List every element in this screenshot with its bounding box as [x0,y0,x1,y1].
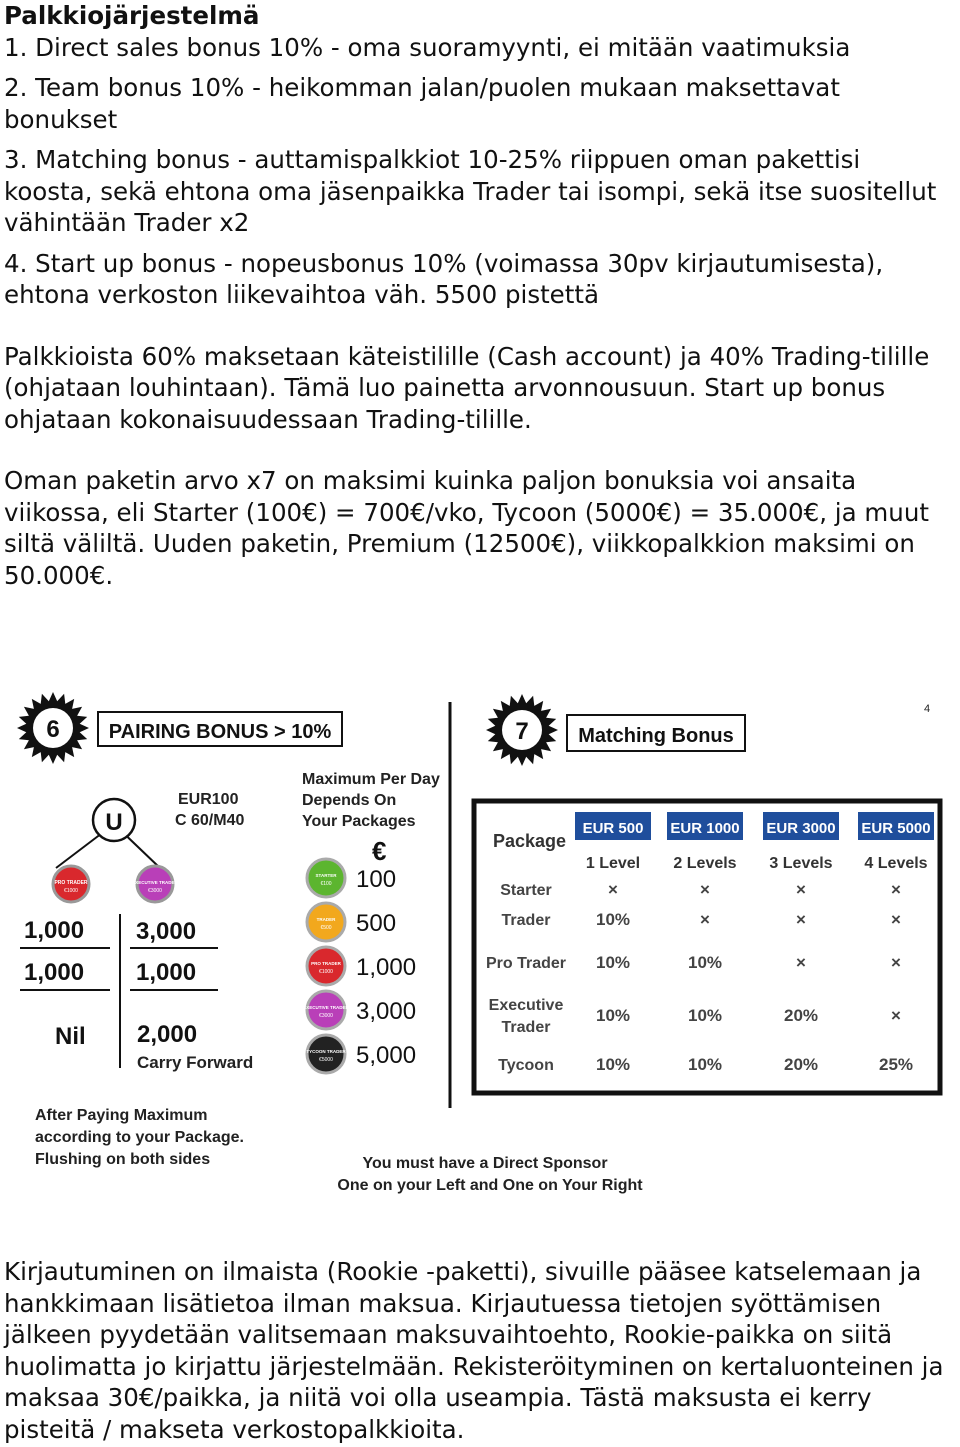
matching-cell: 10% [595,910,631,929]
max-heading-2: Depends On [302,792,397,809]
package-coin-sub: €1000 [319,969,333,975]
max-heading-3: Your Packages [302,813,416,830]
matching-footnote-1: You must have a Direct Sponsor [362,1155,608,1172]
matching-cell: 10% [687,1006,723,1025]
package-coin-label: TYCOON TRADER [306,1049,346,1054]
matching-cell: 10% [687,1055,723,1074]
package-max-value: 3,000 [356,998,417,1025]
matching-cell: × [891,880,901,899]
matching-cell: × [796,880,806,899]
pairing-badge-6 [17,692,89,764]
eur-header-label: EUR 500 [582,820,644,837]
levels-label: 4 Levels [864,855,928,872]
left-value-1: 1,000 [24,917,85,944]
matching-cell: × [700,880,710,899]
matching-package-header: Package [493,831,567,851]
matching-cell: × [796,910,806,929]
matching-footnote-2: One on your Left and One on Your Right [337,1177,643,1194]
right-value-2: 1,000 [136,959,197,986]
list-item-matching-bonus: 3. Matching bonus - auttamispalkkiot 10-25% riippuen oman pakettisi koosta, sekä ehtona oma jäsenpaikka Trader tai isompi, sekä itse suositellut vähintään Trader x2 [4,145,937,237]
matching-row-name: Pro Trader [485,955,567,972]
matching-row-name: Trader [501,912,551,929]
package-coin-icon [307,903,345,941]
user-node-label: U [105,809,123,836]
pairing-footnote-2: according to your Package. [35,1129,244,1146]
left-badge-label: PRO TRADER [54,880,88,886]
matching-title: Matching Bonus [578,725,734,747]
matching-cell: × [891,1006,901,1025]
euro-symbol: € [372,836,387,866]
matching-badge-number: 7 [515,718,529,745]
list-item-team-bonus: 2. Team bonus 10% - heikomman jalan/puolen mukaan maksettavat bonukset [4,73,840,134]
right-result: 2,000 [137,1021,198,1048]
matching-badge-7 [486,694,558,766]
carry-forward-label: Carry Forward [137,1053,254,1072]
package-coin-sub: €3000 [319,1013,333,1019]
document-body [4,0,956,591]
right-badge-sub: €3000 [148,888,162,894]
package-coin-label: PRO TRADER [311,961,341,966]
levels-label: 2 Levels [673,855,737,872]
matching-row-name: Tycoon [498,1057,554,1074]
left-value-2: 1,000 [24,959,85,986]
levels-label: 1 Level [585,855,641,872]
package-row [303,991,416,1029]
pairing-info-ratio: C 60/M40 [175,812,245,829]
list-item-start-up-bonus: 4. Start up bonus - nopeusbonus 10% (voimassa 30pv kirjautumisesta), ehtona verkoston liikevaihtoa väh. 5500 pistettä [4,248,884,309]
package-max-value: 5,000 [356,1042,417,1069]
matching-cell: 10% [595,1006,631,1025]
right-badge-label: EXECUTIVE TRADER [132,880,178,885]
document-title: Palkkiojärjestelmä [4,1,260,30]
matching-row-name: Starter [500,882,552,899]
package-row [306,1035,416,1073]
package-coin-sub: €100 [320,881,332,887]
matching-row-name: Executive [488,997,564,1014]
package-row [307,903,396,941]
package-coin-icon [307,859,345,897]
pairing-footnote-3: Flushing on both sides [35,1151,211,1168]
matching-row-name: Trader [501,1019,551,1036]
matching-cell: × [608,880,618,899]
pro-trader-badge-icon [53,866,89,902]
list-item-direct-sales: 1. Direct sales bonus 10% - oma suoramyynti, ei mitään vaatimuksia [4,32,851,62]
package-coin-sub: €5000 [319,1057,333,1063]
matching-cell: 20% [783,1006,819,1025]
figure-page-number: 4 [923,703,931,715]
pairing-badge-number: 6 [46,716,60,743]
package-max-value: 500 [356,910,397,937]
paragraph-weekly-max: Oman paketin arvo x7 on maksimi kuinka paljon bonuksia voi ansaita viikossa, eli Starter (100€) = 700€/vko, Tycoon (5000€) = 35.000€, ja muut siltä väliltä. Uuden paketin, Premium (12500€), viikkopalkkion maksimi on 50.000€. [4,466,929,590]
package-max-value: 100 [356,866,397,893]
paragraph-payout-split: Palkkioista 60% maksetaan käteistilille (Cash account) ja 40% Trading-tilille (ohjataan louhintaan). Tämä luo painetta arvonnousuun. Start up bonus ohjataan kokonaisuudessaan Trading-tilille. [4,341,930,434]
bonus-figure [0,688,960,1208]
package-coin-icon [307,1035,345,1073]
left-badge-sub: €1000 [64,888,78,894]
package-list [303,859,416,1073]
matching-cell: × [796,953,806,972]
eur-header-label: EUR 3000 [766,820,836,837]
package-coin-label: EXECUTIVE TRADER [303,1005,349,1010]
paragraph-registration: Kirjautuminen on ilmaista (Rookie -paketti), sivuille pääsee katselemaan ja hankkimaan lisätietoa ilman maksua. Kirjautuessa tietojen syöttämisen jälkeen pyydetään valitsemaan maksuvaihtoehto, Rookie-paikka on siitä huolimatta jo kirjattu järjestelmään. Rekisteröityminen on kertaluonteinen ja maksaa 30€/paikka, ja niitä voi olla useampia. Tästä maksusta ei kerry pisteitä / makseta verkostopalkkioita. [4,1257,944,1444]
executive-trader-badge-icon [132,866,178,902]
levels-label: 3 Levels [769,855,833,872]
eur-header-label: EUR 1000 [670,820,740,837]
eur-header-label: EUR 5000 [861,820,931,837]
right-value-1: 3,000 [136,918,197,945]
max-heading-1: Maximum Per Day [302,771,440,788]
matching-cell: × [891,953,901,972]
matching-cell: 20% [783,1055,819,1074]
matching-cell: × [891,910,901,929]
matching-cell: × [700,910,710,929]
package-coin-label: TRADER [316,917,336,922]
package-coin-label: STARTER [315,873,337,878]
bottom-text [4,1256,960,1445]
pairing-info-eur: EUR100 [178,791,239,808]
matching-cell: 10% [595,953,631,972]
left-result: Nil [55,1023,86,1050]
package-coin-sub: €500 [320,925,332,931]
bonus-figure-svg [0,688,960,1208]
matching-cell: 25% [878,1055,914,1074]
package-coin-icon [307,947,345,985]
pairing-footnote-1: After Paying Maximum [35,1107,208,1124]
package-row [307,947,416,985]
package-max-value: 1,000 [356,954,417,981]
matching-cell: 10% [687,953,723,972]
matching-cell: 10% [595,1055,631,1074]
pairing-title: PAIRING BONUS > 10% [108,721,332,743]
package-coin-icon [307,991,345,1029]
